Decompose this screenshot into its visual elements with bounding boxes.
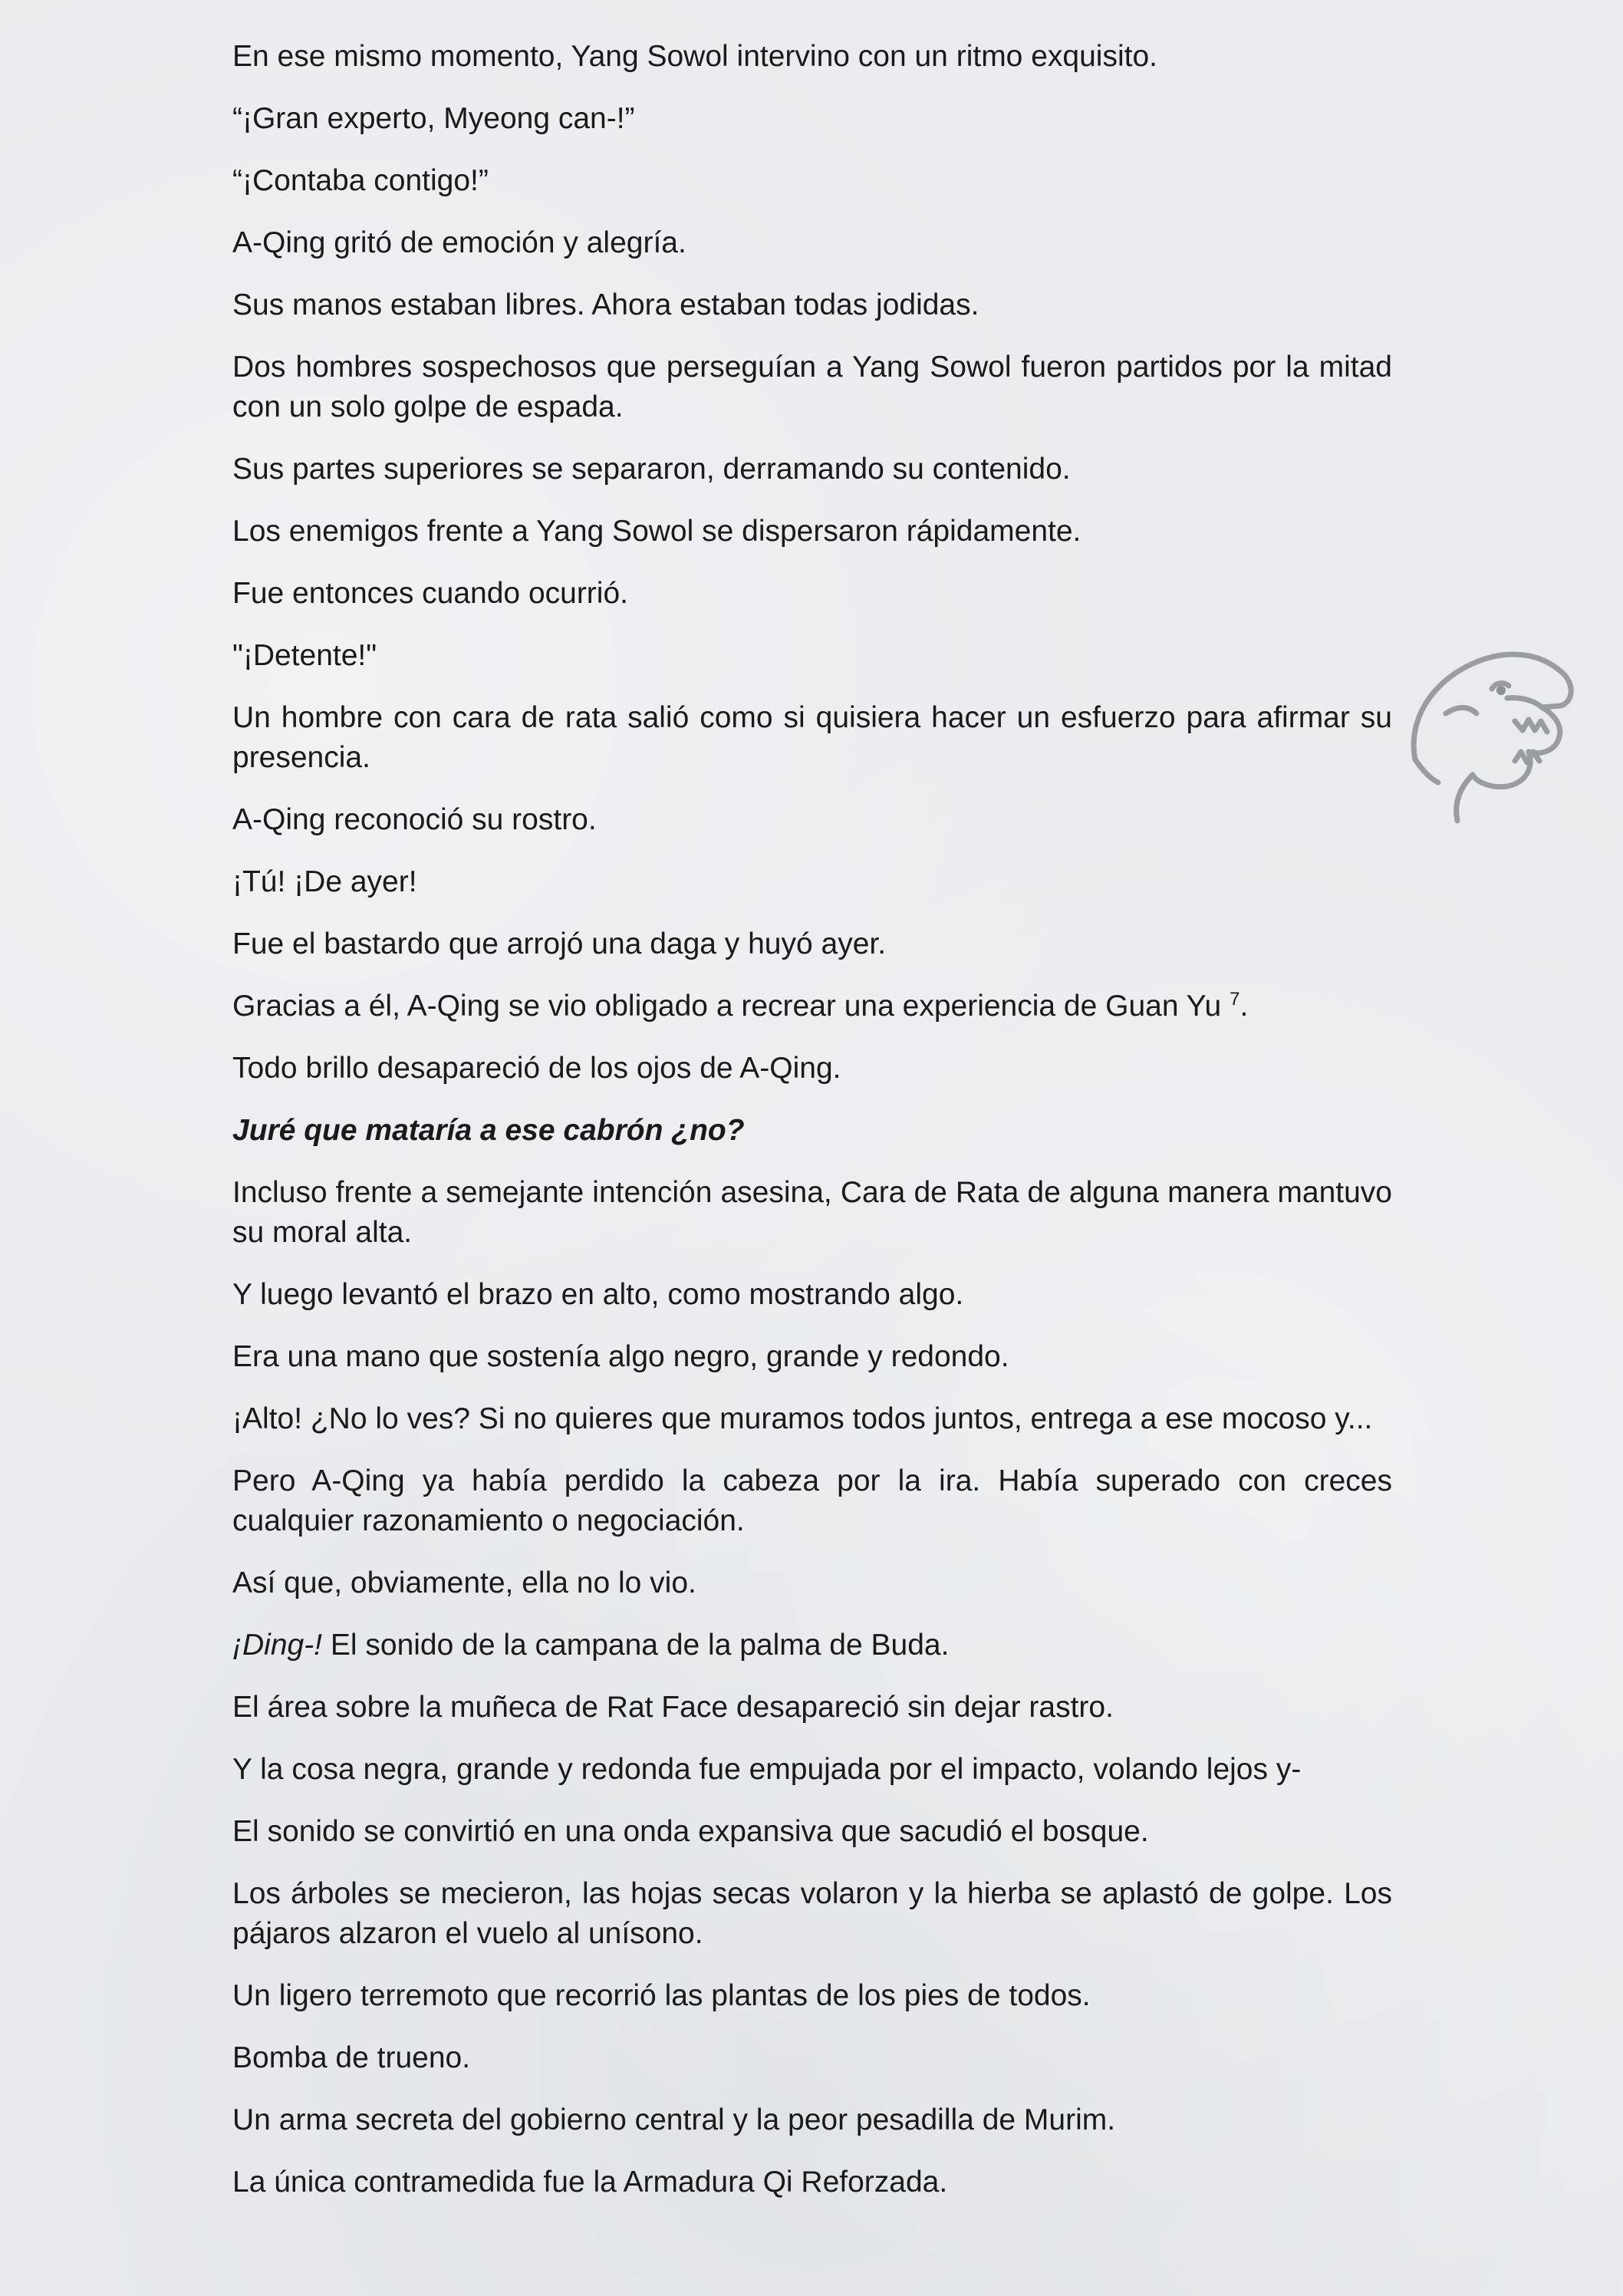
paragraph: Un hombre con cara de rata salió como si quisiera hacer un esfuerzo para afirmar su presencia.	[232, 701, 1392, 774]
paragraph: Así que, obviamente, ella no lo vio.	[232, 1566, 696, 1599]
paragraph: El sonido se convirtió en una onda expansiva que sacudió el bosque.	[232, 1815, 1149, 1848]
paragraph: Incluso frente a semejante intención asesina, Cara de Rata de alguna manera mantuvo su moral alta.	[232, 1176, 1392, 1249]
footnote-marker[interactable]: 7	[1230, 989, 1240, 1010]
paragraph: Los árboles se mecieron, las hojas secas volaron y la hierba se aplastó de golpe. Los pájaros alzaron el vuelo al unísono.	[232, 1877, 1392, 1950]
paragraph: La única contramedida fue la Armadura Qi Reforzada.	[232, 2166, 948, 2199]
dinosaur-head-icon	[1400, 629, 1584, 828]
paragraph: Era una mano que sostenía algo negro, grande y redondo.	[232, 1340, 1009, 1373]
sound-effect: ¡Ding-!	[232, 1629, 323, 1662]
paragraph: Dos hombres sospechosos que perseguían a Yang Sowol fueron partidos por la mitad con un solo golpe de espada.	[232, 351, 1392, 423]
paragraph: A-Qing gritó de emoción y alegría.	[232, 226, 686, 259]
paragraph: Un ligero terremoto que recorrió las plantas de los pies de todos.	[232, 1979, 1091, 2012]
paragraph: El área sobre la muñeca de Rat Face desapareció sin dejar rastro.	[232, 1691, 1114, 1724]
paragraph: A-Qing reconoció su rostro.	[232, 803, 597, 836]
paragraph: “¡Gran experto, Myeong can-!”	[232, 102, 635, 135]
paragraph: Sus partes superiores se separaron, derramando su contenido.	[232, 453, 1071, 486]
paragraph: Fue entonces cuando ocurrió.	[232, 577, 628, 610]
paragraph: Pero A-Qing ya había perdido la cabeza por la ira. Había superado con creces cualquier razonamiento o negociación.	[232, 1464, 1392, 1537]
paragraph: “¡Contaba contigo!”	[232, 164, 489, 197]
paragraph-with-footnote	[232, 987, 1392, 1026]
paragraph: En ese mismo momento, Yang Sowol intervino con un ritmo exquisito.	[232, 40, 1157, 73]
paragraph-text: El sonido de la campana de la palma de Buda.	[322, 1629, 950, 1662]
paragraph: ¡Alto! ¿No lo ves? Si no quieres que muramos todos juntos, entrega a ese mocoso y...	[232, 1402, 1373, 1435]
paragraph: "¡Detente!"	[232, 639, 377, 672]
text-column	[232, 37, 1392, 2225]
paragraph: Fue el bastardo que arrojó una daga y huyó ayer.	[232, 927, 887, 960]
paragraph: Los enemigos frente a Yang Sowol se dispersaron rápidamente.	[232, 515, 1081, 548]
paragraph-text: Gracias a él, A-Qing se vio obligado a recrear una experiencia de Guan Yu	[232, 990, 1222, 1023]
paragraph: ¡Tú! ¡De ayer!	[232, 865, 417, 898]
paragraph-with-sound-effect	[232, 1626, 1392, 1665]
paragraph: Y la cosa negra, grande y redonda fue empujada por el impacto, volando lejos y-	[232, 1753, 1302, 1786]
paragraph-suffix: .	[1239, 990, 1249, 1023]
paragraph: Un arma secreta del gobierno central y la peor pesadilla de Murim.	[232, 2103, 1116, 2136]
paragraph: Sus manos estaban libres. Ahora estaban todas jodidas.	[232, 288, 979, 321]
paragraph: Todo brillo desapareció de los ojos de A-Qing.	[232, 1052, 841, 1085]
paragraph: Y luego levantó el brazo en alto, como mostrando algo.	[232, 1278, 964, 1311]
thought-paragraph: Juré que mataría a ese cabrón ¿no?	[232, 1114, 745, 1147]
paragraph: Bomba de trueno.	[232, 2041, 471, 2074]
